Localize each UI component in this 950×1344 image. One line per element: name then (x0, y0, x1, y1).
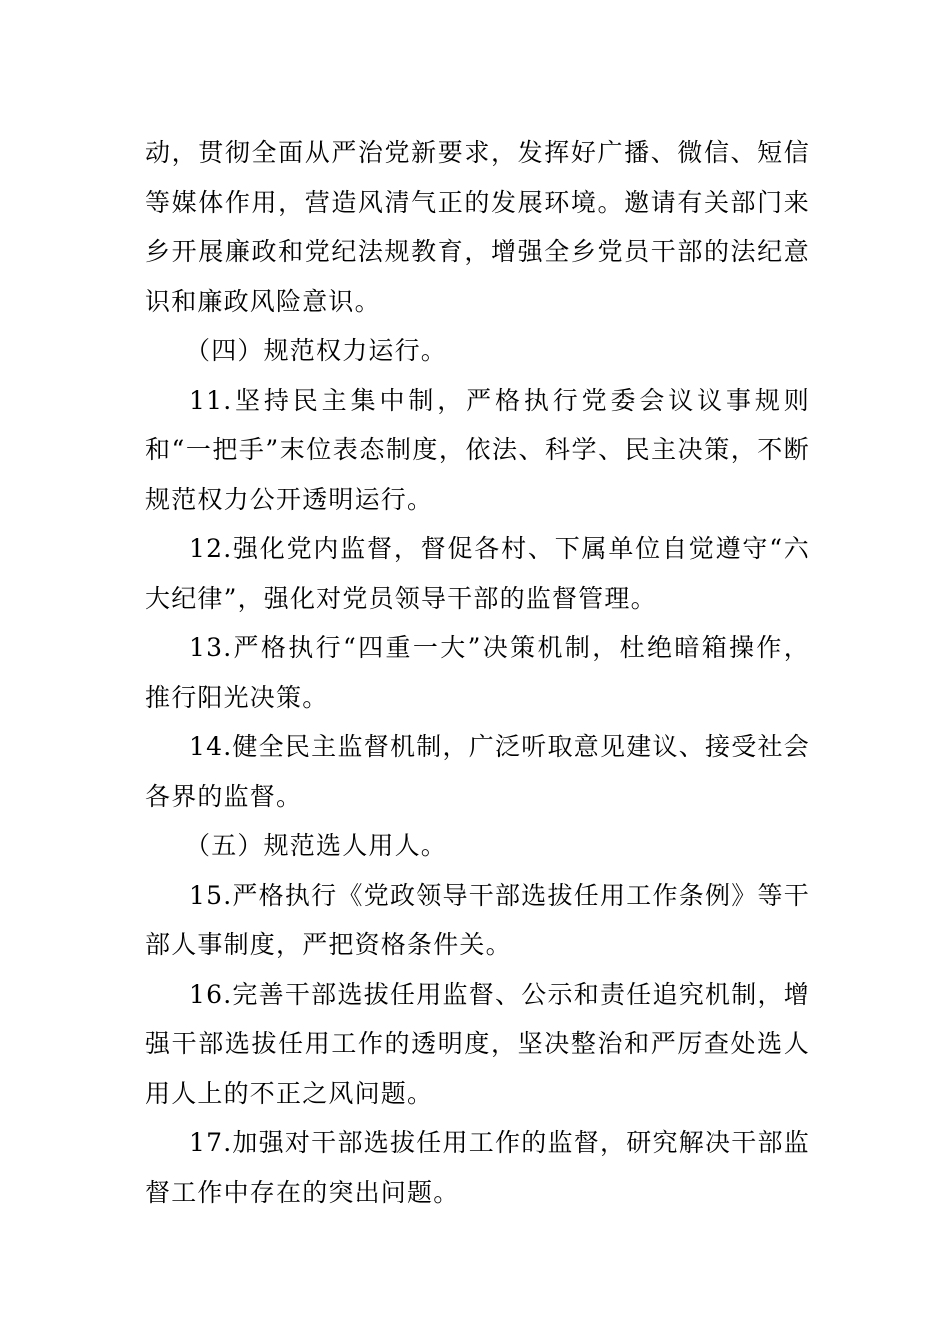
list-item-12: 12.强化党内监督，督促各村、下属单位自觉遵守“六大纪律”，强化对党员领导干部的监督管理。 (145, 534, 810, 613)
document-body (145, 128, 810, 1217)
list-item-15: 15.严格执行《党政领导干部选拔任用工作条例》等干部人事制度，严把资格条件关。 (145, 880, 810, 959)
list-item-17: 17.加强对干部选拔任用工作的监督，研究解决干部监督工作中存在的突出问题。 (145, 1128, 810, 1207)
list-item-16: 16.完善干部选拔任用监督、公示和责任追究机制，增强干部选拔任用工作的透明度，坚决整治和严厉查处选人用人上的不正之风问题。 (145, 979, 810, 1108)
list-item-11: 11.坚持民主集中制，严格执行党委会议议事规则和“一把手”末位表态制度，依法、科学、民主决策，不断规范权力公开透明运行。 (145, 385, 810, 514)
section-heading-four: （四）规范权力运行。 (185, 336, 448, 365)
list-item-13: 13.严格执行“四重一大”决策机制，杜绝暗箱操作，推行阳光决策。 (145, 633, 810, 712)
section-heading-five: （五）规范选人用人。 (185, 831, 448, 860)
paragraph-continuation: 动，贯彻全面从严治党新要求，发挥好广播、微信、短信等媒体作用，营造风清气正的发展环境。邀请有关部门来乡开展廉政和党纪法规教育，增强全乡党员干部的法纪意识和廉政风险意识。 (145, 138, 810, 316)
list-item-14: 14.健全民主监督机制，广泛听取意见建议、接受社会各界的监督。 (145, 732, 810, 811)
